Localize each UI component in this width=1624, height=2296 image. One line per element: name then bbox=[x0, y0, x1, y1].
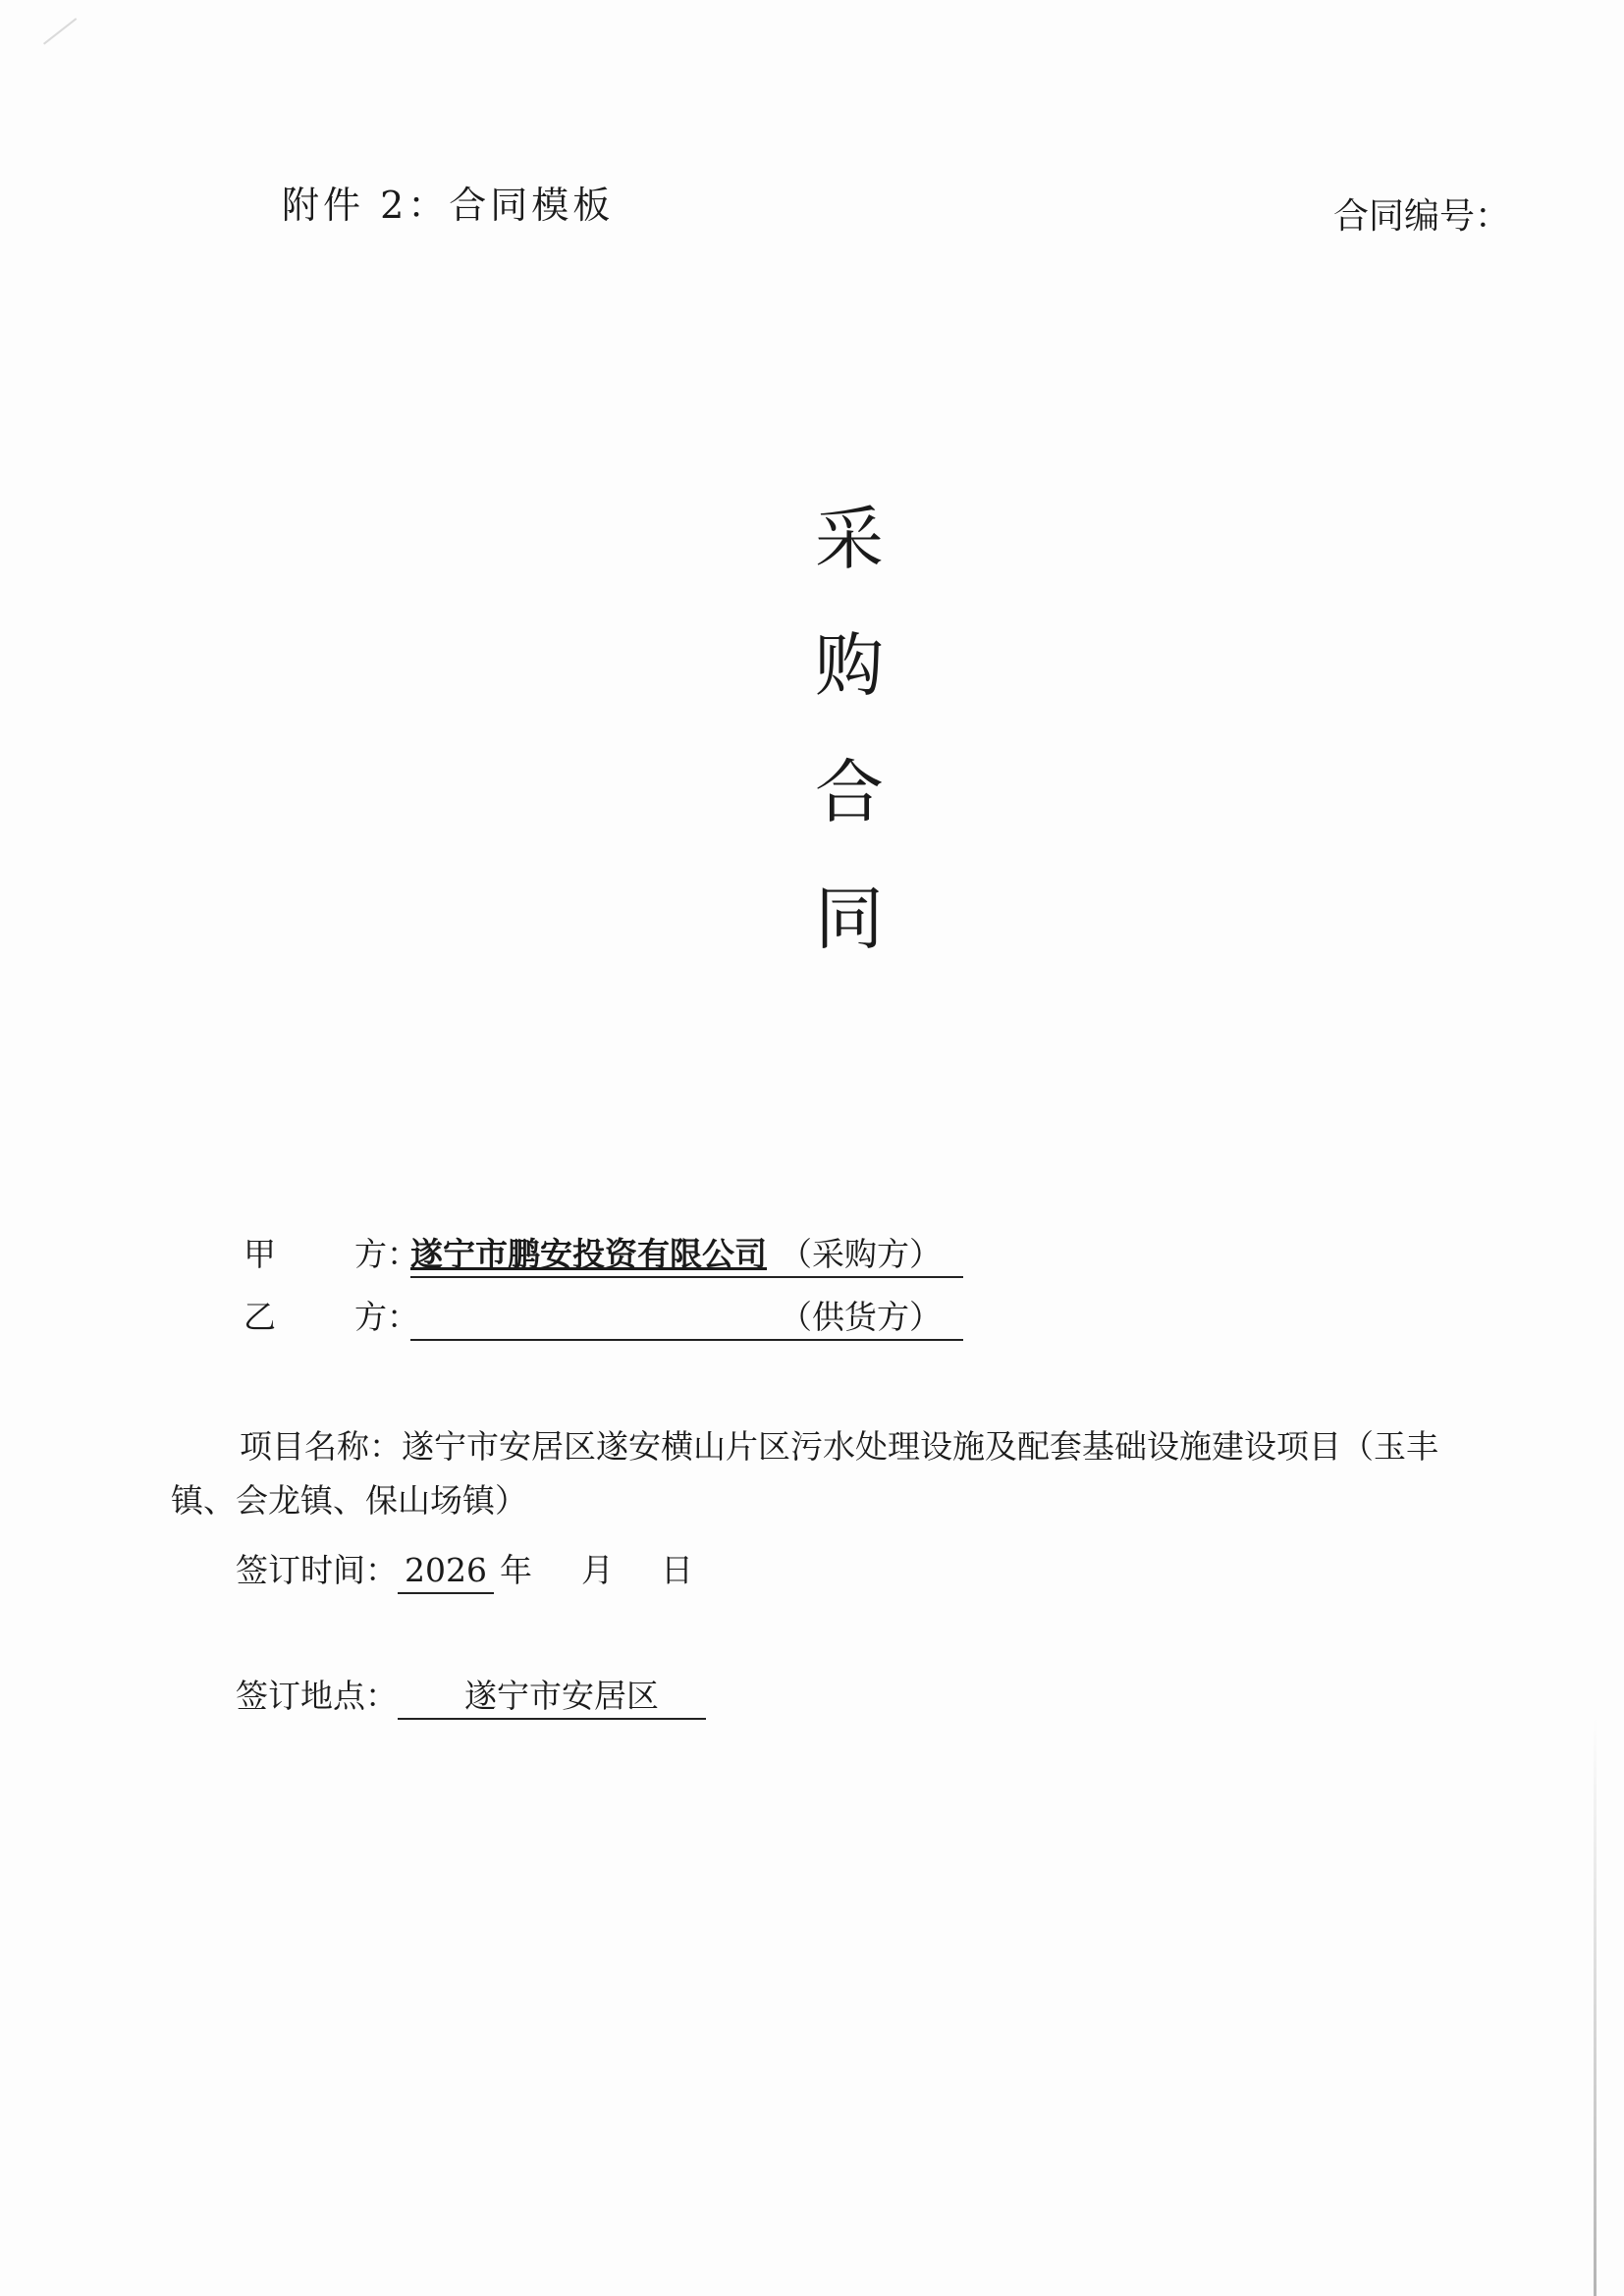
signing-date-label: 签订时间： bbox=[236, 1551, 398, 1589]
party-a-label-suffix: 方： bbox=[354, 1235, 419, 1273]
project-name-label: 项目名称： bbox=[240, 1427, 402, 1466]
scan-corner-mark bbox=[43, 18, 94, 66]
document-title bbox=[805, 476, 893, 983]
party-b-field[interactable] bbox=[410, 1296, 963, 1341]
party-a-role: （采购方） bbox=[780, 1235, 942, 1273]
signing-place-field[interactable]: 遂宁市安居区 bbox=[398, 1675, 706, 1720]
signing-year-word: 年 bbox=[500, 1551, 532, 1589]
scan-edge-shadow bbox=[1594, 1718, 1597, 2296]
title-char: 合 bbox=[815, 752, 884, 832]
party-a-row bbox=[244, 1233, 963, 1278]
party-b-role: （供货方） bbox=[780, 1298, 942, 1336]
project-name-value: 遂宁市安居区遂安横山片区污水处理设施及配套基础设施建设项目（玉丰镇、会龙镇、保山场镇） bbox=[171, 1427, 1438, 1520]
signing-place-row bbox=[236, 1675, 706, 1720]
party-a-name: 遂宁市鹏安投资有限公司 bbox=[410, 1235, 767, 1273]
project-name-paragraph bbox=[171, 1419, 1496, 1527]
party-b-label bbox=[244, 1296, 419, 1339]
contract-number-label: 合同编号： bbox=[1333, 196, 1511, 237]
party-a-field[interactable] bbox=[410, 1233, 963, 1278]
title-char: 采 bbox=[815, 499, 884, 579]
signing-place-label: 签订地点： bbox=[236, 1677, 398, 1715]
party-a-label-char: 甲 bbox=[244, 1235, 276, 1273]
title-char: 购 bbox=[815, 625, 884, 706]
party-a-label bbox=[244, 1233, 419, 1276]
signing-year-field[interactable]: 2026 bbox=[398, 1549, 494, 1594]
title-char: 同 bbox=[815, 879, 884, 959]
signing-month-word: 月 bbox=[581, 1551, 614, 1589]
party-b-label-char: 乙 bbox=[244, 1298, 276, 1336]
signing-date-row bbox=[236, 1549, 693, 1594]
signing-day-word: 日 bbox=[661, 1551, 693, 1589]
party-b-row bbox=[244, 1296, 963, 1341]
party-b-label-suffix: 方： bbox=[354, 1298, 419, 1336]
attachment-label: 附件 2：合同模板 bbox=[282, 184, 615, 227]
